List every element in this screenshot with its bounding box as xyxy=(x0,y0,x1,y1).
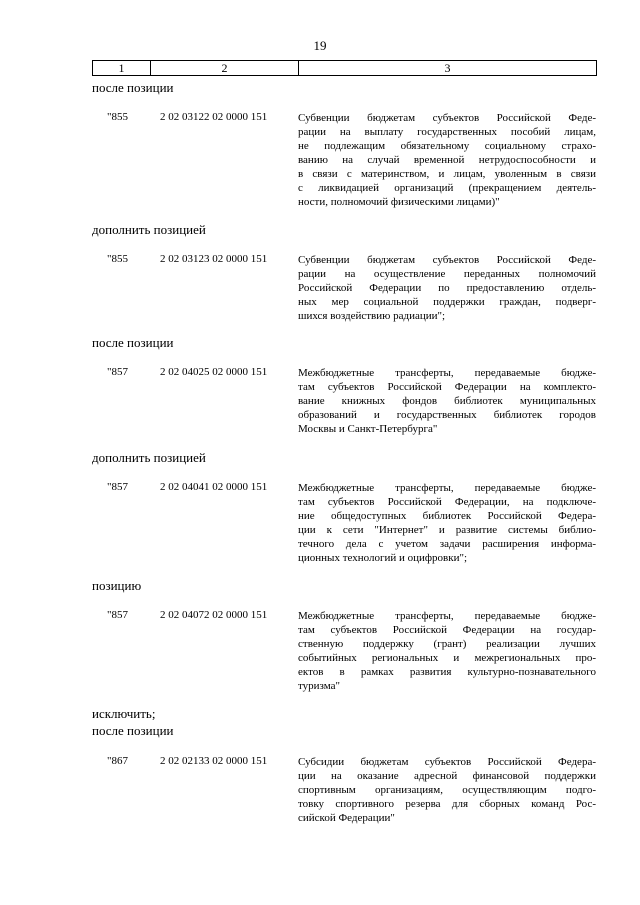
entry-budget-code: 2 02 04072 02 0000 151 xyxy=(160,609,268,621)
description-line: ции к сети "Интернет" и развитие системы библио- xyxy=(298,524,596,536)
description-line: ности, полномочий физическими лицами)" xyxy=(298,196,500,208)
description-line: с ликвидацией организаций (прекращением деятель- xyxy=(298,182,596,194)
description-line: Межбюджетные трансферты, передаваемые бюдже- xyxy=(298,482,596,494)
directive-add-position: дополнить позицией xyxy=(92,450,206,465)
description-line: сийской Федерации" xyxy=(298,812,395,824)
description-line: ственную поддержку (грант) реализации лучших xyxy=(298,638,596,650)
entry-description xyxy=(298,755,596,825)
description-line: Российской Федерации по предоставлению отдель- xyxy=(298,282,596,294)
description-line: рации на выплату государственных пособий лицам, xyxy=(298,126,596,138)
description-line: рации на осуществление переданных полномочий xyxy=(298,268,596,280)
entry-budget-code: 2 02 02133 02 0000 151 xyxy=(160,755,268,767)
description-line: ции на оказание адресной финансовой поддержки xyxy=(298,770,596,782)
description-line: там субъектов Российской Федерации на государ- xyxy=(298,624,596,636)
entry-admin-code: "857 xyxy=(107,609,128,621)
directive-position: позицию xyxy=(92,578,142,593)
entry-budget-code: 2 02 03123 02 0000 151 xyxy=(160,253,268,265)
entry-admin-code: "855 xyxy=(107,111,128,123)
description-line: Межбюджетные трансферты, передаваемые бюдже- xyxy=(298,367,596,379)
entry-admin-code: "855 xyxy=(107,253,128,265)
entry-admin-code: "857 xyxy=(107,366,128,378)
entry-description xyxy=(298,366,596,436)
page-number: 19 xyxy=(313,38,327,53)
description-line: вание книжных фондов библиотек муниципальных xyxy=(298,395,596,407)
description-line: событийных региональных и межрегиональных про- xyxy=(298,652,596,664)
description-line: там субъектов Российской Федерации, на подключе- xyxy=(298,496,596,508)
description-line: в связи с материнством, и лицам, уволенным в связи xyxy=(298,168,596,180)
entry-budget-code: 2 02 04025 02 0000 151 xyxy=(160,366,268,378)
description-line: Субвенции бюджетам субъектов Российской Феде- xyxy=(298,112,596,124)
description-line: ванию на случай временной нетрудоспособности и xyxy=(298,154,596,166)
directive-after-position: после позиции xyxy=(92,80,174,95)
entry-description xyxy=(298,253,596,323)
description-line: товку спортивного резерва для сборных команд Рос- xyxy=(298,798,596,810)
entry-description xyxy=(298,609,596,693)
directive-after-position: после позиции xyxy=(92,723,174,738)
description-line: ектов в рамках развития культурно-познавательного xyxy=(298,666,596,678)
description-line: ных мер социальной поддержки граждан, подверг- xyxy=(298,296,596,308)
description-line: Межбюджетные трансферты, передаваемые бюдже- xyxy=(298,610,596,622)
description-line: ние общедоступных библиотек Российской Федера- xyxy=(298,510,596,522)
description-line: течного дела с учетом задачи расширения информа- xyxy=(298,538,596,550)
column-header-3: 3 xyxy=(299,61,597,76)
description-line: спортивным организациям, осуществляющим подго- xyxy=(298,784,596,796)
description-line: ционных технологий и оцифровки"; xyxy=(298,552,468,564)
entry-description xyxy=(298,481,596,565)
column-header-2: 2 xyxy=(151,61,299,76)
description-line: Субсидии бюджетам субъектов Российской Федера- xyxy=(298,756,596,768)
directive-add-position: дополнить позицией xyxy=(92,222,206,237)
description-line: туризма" xyxy=(298,680,340,692)
entry-admin-code: "857 xyxy=(107,481,128,493)
directive-after-position: после позиции xyxy=(92,335,174,350)
entry-admin-code: "867 xyxy=(107,755,128,767)
description-line: там субъектов Российской Федерации на комплекто- xyxy=(298,381,596,393)
description-line: шихся воздействию радиации"; xyxy=(298,310,446,322)
entry-budget-code: 2 02 04041 02 0000 151 xyxy=(160,481,268,493)
entry-description xyxy=(298,111,596,209)
entry-budget-code: 2 02 03122 02 0000 151 xyxy=(160,111,268,123)
description-line: Субвенции бюджетам субъектов Российской Феде- xyxy=(298,254,596,266)
description-line: не подлежащим обязательному социальному страхо- xyxy=(298,140,596,152)
column-header-table xyxy=(92,60,597,76)
column-header-1: 1 xyxy=(93,61,151,76)
description-line: образований и государственных библиотек городов xyxy=(298,409,596,421)
directive-exclude: исключить; xyxy=(92,706,156,721)
description-line: Москвы и Санкт-Петербурга" xyxy=(298,423,438,435)
